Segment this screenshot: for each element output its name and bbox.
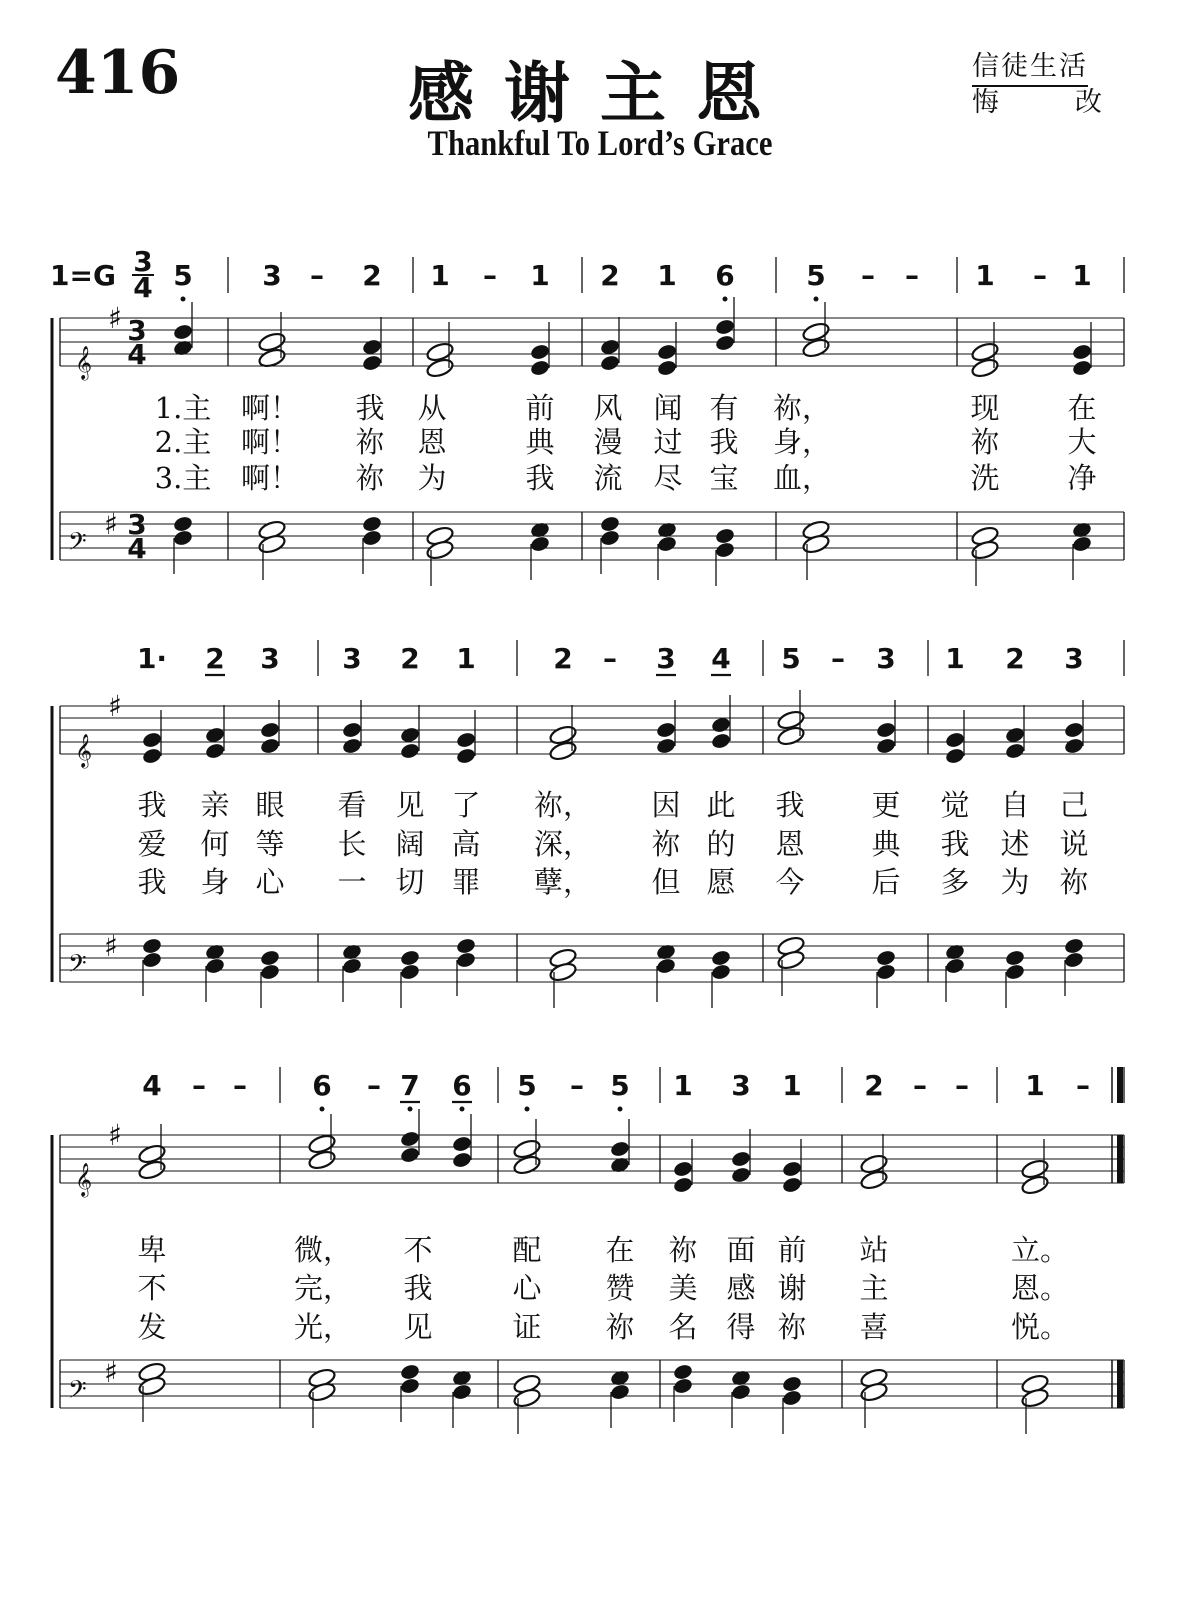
- lyric-syllable: 祢: [970, 425, 1000, 459]
- notehead-half: [137, 1159, 166, 1181]
- lyric-syllable: 我: [775, 788, 805, 822]
- jianpu-note: 1: [1072, 259, 1092, 292]
- jianpu-note: 1·: [136, 642, 168, 675]
- jianpu-note: 3: [262, 259, 282, 292]
- notehead-quarter: [672, 1377, 693, 1395]
- lyric-syllable: 完，: [293, 1271, 353, 1305]
- lyric-syllable: 身: [200, 865, 230, 899]
- bass-clef-icon: 𝄢: [68, 1375, 87, 1409]
- notehead-quarter: [259, 737, 280, 755]
- lyric-syllable: 亲: [200, 788, 230, 822]
- notehead-quarter: [455, 937, 476, 955]
- lyric-syllable: 因: [651, 788, 681, 822]
- notehead-quarter: [204, 957, 225, 975]
- jianpu-note: 1: [430, 259, 450, 292]
- notehead-quarter: [710, 716, 731, 734]
- notehead-quarter: [455, 951, 476, 969]
- notehead-quarter: [172, 529, 193, 547]
- notehead-quarter: [672, 1363, 693, 1381]
- notehead-quarter: [529, 343, 550, 361]
- notehead-quarter: [259, 963, 280, 981]
- notehead-half: [859, 1169, 888, 1191]
- credit-edit-char: 悔: [972, 87, 999, 118]
- sharp-icon: ♯: [104, 1355, 119, 1389]
- jianpu-dash: –: [831, 642, 845, 675]
- lyric-syllable: 不: [137, 1271, 167, 1305]
- jianpu-dash: –: [1033, 259, 1047, 292]
- jianpu-dash: –: [905, 259, 919, 292]
- lyric-syllable: 血，: [772, 461, 832, 495]
- lyric-syllable: 大: [1067, 425, 1097, 459]
- lyric-syllable: 自: [1000, 788, 1030, 822]
- lyric-syllable: 孽，: [533, 865, 593, 899]
- notehead-quarter: [141, 731, 162, 749]
- notehead-quarter: [172, 515, 193, 533]
- lyric-syllable: 面: [726, 1233, 756, 1267]
- notehead-quarter: [361, 338, 382, 356]
- jianpu-dash: –: [955, 1069, 969, 1102]
- notehead-quarter: [656, 343, 677, 361]
- lyric-syllable: 祢: [605, 1310, 635, 1344]
- notehead-quarter: [259, 949, 280, 967]
- lyric-syllable: 祢: [355, 425, 385, 459]
- notehead-quarter: [875, 949, 896, 967]
- octave-dot: [408, 1107, 413, 1112]
- lyric-syllable: 光，: [293, 1310, 353, 1344]
- octave-dot: [525, 1107, 530, 1112]
- lyric-syllable: 谢: [777, 1271, 807, 1305]
- lyric-syllable: 何: [200, 827, 230, 861]
- notehead-quarter: [875, 737, 896, 755]
- notehead-quarter: [451, 1135, 472, 1153]
- notehead-quarter: [451, 1383, 472, 1401]
- lyric-syllable: 感: [726, 1271, 756, 1305]
- notehead-quarter: [656, 359, 677, 377]
- lyric-syllable: 在: [605, 1233, 635, 1267]
- jianpu-note: 1: [975, 259, 995, 292]
- lyric-syllable: 漫: [593, 425, 623, 459]
- lyric-syllable: 配: [512, 1233, 542, 1267]
- sharp-icon: ♯: [108, 1118, 123, 1152]
- jianpu-note: 1: [456, 642, 476, 675]
- notehead-quarter: [141, 951, 162, 969]
- lyric-syllable: 觉: [940, 788, 970, 822]
- notehead-quarter: [672, 1160, 693, 1178]
- notehead-quarter: [1063, 737, 1084, 755]
- lyric-syllable: 一: [337, 865, 367, 899]
- octave-dot: [181, 297, 186, 302]
- lyric-syllable: 喜: [859, 1310, 889, 1344]
- notehead-half: [1020, 1174, 1049, 1196]
- jianpu-note: 1: [530, 259, 550, 292]
- jianpu-note: 5: [173, 259, 193, 292]
- jianpu-note: 3: [1064, 642, 1084, 675]
- lyric-syllable: 典: [871, 827, 901, 861]
- jianpu-note: 2: [362, 259, 382, 292]
- treble-clef-icon: 𝄞: [75, 1162, 93, 1196]
- lyric-syllable: 今: [775, 865, 805, 899]
- lyric-syllable: 立。: [1010, 1233, 1070, 1267]
- lyric-syllable: 恩: [417, 425, 447, 459]
- lyric-syllable: 祢，: [533, 788, 593, 822]
- lyric-syllable: 净: [1067, 461, 1097, 495]
- lyric-syllable: 了: [451, 788, 481, 822]
- lyric-syllable: 看: [337, 788, 367, 822]
- notehead-half: [425, 357, 454, 379]
- staff-time-top: 3: [127, 508, 147, 541]
- notehead-quarter: [714, 541, 735, 559]
- lyric-syllable: 的: [706, 827, 736, 861]
- jianpu-note: 6: [452, 1069, 472, 1102]
- notehead-quarter: [141, 747, 162, 765]
- notehead-quarter: [399, 1377, 420, 1395]
- lyric-syllable: 主: [859, 1271, 889, 1305]
- staff-time-bottom: 4: [127, 338, 147, 371]
- notehead-quarter: [599, 338, 620, 356]
- jianpu-dash: –: [367, 1069, 381, 1102]
- notehead-quarter: [730, 1150, 751, 1168]
- lyric-syllable: 恩: [775, 827, 805, 861]
- jianpu-note: 3: [656, 642, 676, 675]
- lyric-syllable: 等: [255, 827, 285, 861]
- lyric-syllable: 闻: [653, 391, 683, 425]
- lyric-syllable: 深，: [533, 827, 593, 861]
- notehead-quarter: [1004, 726, 1025, 744]
- notehead-quarter: [1004, 963, 1025, 981]
- notehead-half: [970, 357, 999, 379]
- notehead-quarter: [399, 963, 420, 981]
- notehead-quarter: [259, 721, 280, 739]
- credit-source: 信徒生活: [972, 44, 1088, 87]
- notehead-half: [548, 740, 577, 762]
- lyric-syllable: 得: [726, 1310, 756, 1344]
- jianpu-note: 2: [205, 642, 225, 675]
- notehead-quarter: [781, 1389, 802, 1407]
- notehead-quarter: [944, 957, 965, 975]
- notehead-quarter: [781, 1375, 802, 1393]
- lyric-syllable: 我: [940, 827, 970, 861]
- bass-clef-icon: 𝄢: [68, 949, 87, 983]
- jianpu-dash: –: [861, 259, 875, 292]
- lyric-syllable: 我: [403, 1271, 433, 1305]
- notehead-quarter: [875, 721, 896, 739]
- staff-time-bottom: 4: [127, 532, 147, 565]
- notehead-quarter: [655, 957, 676, 975]
- notehead-quarter: [529, 535, 550, 553]
- jianpu-note: 2: [600, 259, 620, 292]
- lyric-syllable: 宝: [709, 461, 739, 495]
- octave-dot: [814, 297, 819, 302]
- lyric-syllable: 美: [668, 1271, 698, 1305]
- lyric-syllable: 3.主: [154, 461, 212, 495]
- lyric-syllable: 证: [512, 1310, 542, 1344]
- lyric-syllable: 更: [871, 788, 901, 822]
- notehead-quarter: [944, 731, 965, 749]
- octave-dot: [460, 1107, 465, 1112]
- notehead-quarter: [655, 737, 676, 755]
- lyric-syllable: 流: [593, 461, 623, 495]
- jianpu-note: 3: [342, 642, 362, 675]
- staff-time-top: 3: [127, 314, 147, 347]
- jianpu-note: 2: [400, 642, 420, 675]
- notehead-quarter: [1071, 359, 1092, 377]
- notehead-quarter: [1004, 742, 1025, 760]
- lyric-syllable: 此: [706, 788, 736, 822]
- lyric-syllable: 但: [651, 865, 681, 899]
- notehead-quarter: [204, 726, 225, 744]
- lyric-syllable: 见: [395, 788, 425, 822]
- final-barline-thick: [1117, 1067, 1123, 1103]
- jianpu-time-top: 3: [133, 245, 153, 278]
- notehead-half: [776, 725, 805, 747]
- jianpu-dash: –: [483, 259, 497, 292]
- lyric-syllable: 祢: [651, 827, 681, 861]
- jianpu-dash: –: [603, 642, 617, 675]
- notehead-quarter: [341, 957, 362, 975]
- key-signature: 1=G: [50, 259, 116, 292]
- notehead-quarter: [714, 334, 735, 352]
- lyric-syllable: 长: [337, 827, 367, 861]
- notehead-quarter: [609, 1140, 630, 1158]
- lyric-syllable: 我: [137, 788, 167, 822]
- hymn-title: 感谢主恩: [408, 54, 792, 132]
- lyric-syllable: 见: [403, 1310, 433, 1344]
- lyric-syllable: 从: [417, 391, 447, 425]
- notehead-quarter: [944, 747, 965, 765]
- lyric-syllable: 身，: [772, 425, 832, 459]
- jianpu-dash: –: [233, 1069, 247, 1102]
- jianpu-note: 5: [781, 642, 801, 675]
- jianpu-dash: –: [1076, 1069, 1090, 1102]
- jianpu-dash: –: [310, 259, 324, 292]
- hymn-subtitle: Thankful To Lord’s Grace: [427, 123, 773, 163]
- lyric-syllable: 啊！: [240, 425, 300, 459]
- jianpu-note: 5: [610, 1069, 630, 1102]
- notehead-quarter: [399, 742, 420, 760]
- notehead-half: [512, 1154, 541, 1176]
- octave-dot: [320, 1107, 325, 1112]
- notehead-half: [801, 337, 830, 359]
- final-barline-thick: [1117, 1360, 1123, 1408]
- notehead-quarter: [204, 742, 225, 760]
- lyric-syllable: 高: [451, 827, 481, 861]
- notehead-quarter: [399, 726, 420, 744]
- notehead-quarter: [714, 527, 735, 545]
- notehead-quarter: [399, 949, 420, 967]
- notehead-quarter: [781, 1176, 802, 1194]
- jianpu-note: 6: [312, 1069, 332, 1102]
- lyric-syllable: 祢: [1059, 865, 1089, 899]
- lyric-syllable: 祢，: [772, 391, 832, 425]
- notehead-quarter: [655, 721, 676, 739]
- notehead-quarter: [875, 963, 896, 981]
- treble-clef-icon: 𝄞: [75, 733, 93, 767]
- jianpu-note: 1: [945, 642, 965, 675]
- lyric-syllable: 多: [940, 865, 970, 899]
- bass-clef-icon: 𝄢: [68, 527, 87, 561]
- lyric-syllable: 我: [355, 391, 385, 425]
- notehead-quarter: [361, 515, 382, 533]
- notehead-quarter: [599, 354, 620, 372]
- notehead-quarter: [1004, 949, 1025, 967]
- lyric-syllable: 罪: [451, 865, 481, 899]
- lyric-syllable: 发: [137, 1310, 167, 1344]
- jianpu-note: 7: [400, 1069, 420, 1102]
- lyric-syllable: 阔: [395, 827, 425, 861]
- jianpu-note: 1: [673, 1069, 693, 1102]
- lyric-syllable: 悦。: [1010, 1310, 1070, 1344]
- notehead-quarter: [141, 937, 162, 955]
- sharp-icon: ♯: [108, 301, 123, 335]
- notehead-quarter: [1071, 535, 1092, 553]
- lyric-syllable: 为: [417, 461, 447, 495]
- lyric-syllable: 祢: [355, 461, 385, 495]
- lyric-syllable: 啊！: [240, 391, 300, 425]
- lyric-syllable: 祢: [777, 1310, 807, 1344]
- notehead-quarter: [1063, 937, 1084, 955]
- lyric-syllable: 站: [859, 1233, 889, 1267]
- octave-dot: [618, 1107, 623, 1112]
- jianpu-dash: –: [192, 1069, 206, 1102]
- lyric-syllable: 心: [512, 1271, 542, 1305]
- lyric-syllable: 在: [1067, 391, 1097, 425]
- notehead-quarter: [529, 359, 550, 377]
- lyric-syllable: 典: [525, 425, 555, 459]
- lyric-syllable: 切: [395, 865, 425, 899]
- lyric-syllable: 述: [1000, 827, 1030, 861]
- jianpu-note: 1: [1025, 1069, 1045, 1102]
- notehead-quarter: [730, 1383, 751, 1401]
- lyric-syllable: 恩。: [1010, 1271, 1070, 1305]
- jianpu-note: 5: [517, 1069, 537, 1102]
- lyric-syllable: 为: [1000, 865, 1030, 899]
- lyric-syllable: 微，: [293, 1233, 353, 1267]
- lyric-syllable: 爱: [137, 827, 167, 861]
- notehead-quarter: [609, 1383, 630, 1401]
- jianpu-note: 1: [657, 259, 677, 292]
- notehead-quarter: [399, 1146, 420, 1164]
- jianpu-dash: –: [570, 1069, 584, 1102]
- final-barline-thick: [1117, 1135, 1123, 1183]
- jianpu-note: 3: [876, 642, 896, 675]
- jianpu-note: 6: [715, 259, 735, 292]
- lyric-syllable: 尽: [653, 461, 683, 495]
- jianpu-note: 4: [711, 642, 731, 675]
- hymn-number: 416: [55, 38, 181, 108]
- notehead-quarter: [341, 721, 362, 739]
- notehead-quarter: [710, 949, 731, 967]
- jianpu-note: 5: [806, 259, 826, 292]
- jianpu-note: 2: [553, 642, 573, 675]
- notehead-quarter: [361, 529, 382, 547]
- notehead-quarter: [451, 1151, 472, 1169]
- notehead-quarter: [781, 1160, 802, 1178]
- lyric-syllable: 我: [525, 461, 555, 495]
- notehead-quarter: [1063, 721, 1084, 739]
- jianpu-note: 2: [1005, 642, 1025, 675]
- sharp-icon: ♯: [104, 507, 119, 541]
- jianpu-note: 4: [142, 1069, 162, 1102]
- notehead-quarter: [714, 318, 735, 336]
- jianpu-dash: –: [913, 1069, 927, 1102]
- jianpu-note: 3: [731, 1069, 751, 1102]
- lyric-syllable: 2.主: [154, 425, 212, 459]
- lyric-syllable: 卑: [137, 1233, 167, 1267]
- notehead-quarter: [399, 1363, 420, 1381]
- notehead-quarter: [710, 963, 731, 981]
- notehead-quarter: [341, 737, 362, 755]
- credit-edit-char: 改: [1075, 87, 1102, 118]
- lyric-syllable: 后: [871, 865, 901, 899]
- lyric-syllable: 前: [777, 1233, 807, 1267]
- lyric-syllable: 我: [137, 865, 167, 899]
- notehead-half: [307, 1149, 336, 1171]
- sharp-icon: ♯: [108, 689, 123, 723]
- notehead-quarter: [656, 535, 677, 553]
- octave-dot: [723, 297, 728, 302]
- lyric-syllable: 不: [403, 1233, 433, 1267]
- jianpu-note: 1: [782, 1069, 802, 1102]
- lyric-syllable: 眼: [255, 788, 285, 822]
- notehead-quarter: [361, 354, 382, 372]
- notehead-quarter: [710, 732, 731, 750]
- lyric-syllable: 愿: [706, 865, 736, 899]
- lyric-syllable: 1.主: [154, 391, 212, 425]
- notehead-quarter: [672, 1176, 693, 1194]
- lyric-syllable: 现: [970, 391, 1000, 425]
- jianpu-time-bottom: 4: [133, 271, 153, 304]
- lyric-syllable: 我: [709, 425, 739, 459]
- lyric-syllable: 说: [1059, 827, 1089, 861]
- lyric-syllable: 风: [593, 391, 623, 425]
- lyric-syllable: 己: [1059, 788, 1089, 822]
- lyric-syllable: 心: [255, 865, 285, 899]
- jianpu-note: 3: [260, 642, 280, 675]
- lyric-syllable: 名: [668, 1310, 698, 1344]
- notehead-quarter: [455, 747, 476, 765]
- treble-clef-icon: 𝄞: [75, 345, 93, 379]
- lyric-syllable: 祢: [668, 1233, 698, 1267]
- lyric-syllable: 洗: [970, 461, 1000, 495]
- notehead-quarter: [1071, 343, 1092, 361]
- lyric-syllable: 前: [525, 391, 555, 425]
- lyric-syllable: 赞: [605, 1271, 635, 1305]
- sharp-icon: ♯: [104, 929, 119, 963]
- lyric-syllable: 过: [653, 425, 683, 459]
- lyric-syllable: 有: [709, 391, 739, 425]
- lyric-syllable: 啊！: [240, 461, 300, 495]
- notehead-quarter: [1063, 951, 1084, 969]
- notehead-quarter: [599, 529, 620, 547]
- notehead-quarter: [455, 731, 476, 749]
- notehead-quarter: [172, 323, 193, 341]
- notehead-quarter: [599, 515, 620, 533]
- notehead-quarter: [399, 1130, 420, 1148]
- notehead-quarter: [730, 1166, 751, 1184]
- jianpu-note: 2: [864, 1069, 884, 1102]
